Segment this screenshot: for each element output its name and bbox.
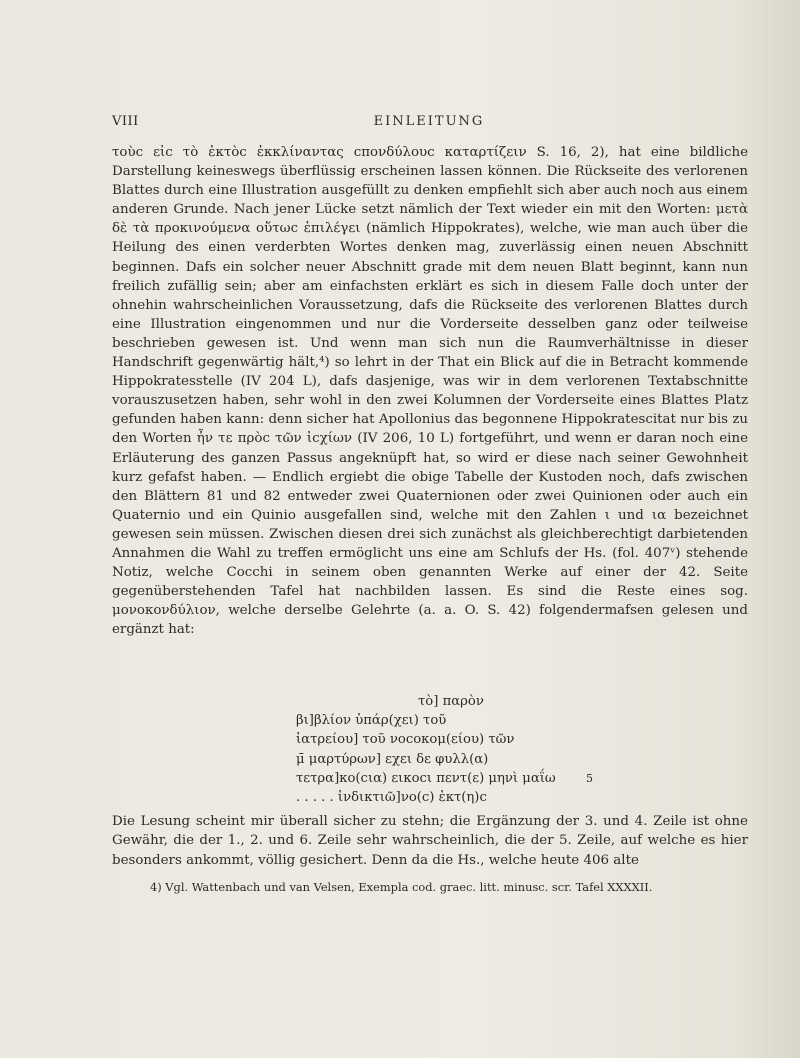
main-paragraph-block [112,143,748,639]
quote-line: τὸ] παρὸν [418,694,484,709]
quote-line: . . . . . ἰνδικτιῶ]νο(ϲ) ἑκτ(η)ϲ [296,789,487,805]
page-number: VIII [112,114,139,129]
quote-line: τετρα]κο(ϲια) εικοϲι πεντ(ε) μηνὶ μαΐω 5 [112,769,748,788]
quote-line: μ̄ μαρτύρων] εχει δε φυλλ(α) [296,751,489,767]
quote-line: βι]βλίον ὑπάρ(χει) τοῦ [296,713,447,729]
running-title: EINLEITUNG [373,114,485,129]
running-header [112,114,746,134]
quote-line: ἰατρείου] τοῦ νοϲοκομ(είου) τῶν [296,732,515,748]
continuation-paragraph-block [112,812,748,870]
line-number: 5 [586,771,593,785]
greek-inscription-quote [112,692,748,807]
continuation-paragraph: Die Lesung scheint mir überall sicher zu stehn; die Ergänzung der 3. und 4. Zeile ist ohne Gewähr, die der 1., 2. und 6. Zeile sehr wahrscheinlich, die der 5. Zeile, auf welche es hier besonders ankommt, völlig gesichert. Denn da die Hs., welche heute 406 alte [112,814,748,868]
footnote: 4) Vgl. Wattenbach und van Velsen, Exempla cod. graec. litt. minusc. scr. Tafel XXXXII. [150,880,653,894]
main-paragraph: τοὺϲ εἰϲ τὸ ἐκτὸϲ ἐκκλίναντας cπονδύλουϲ καταρτίζειν S. 16, 2), hat eine bildliche Darstellung keineswegs überflüssig erscheinen lassen können. Die Rückseite des verlorenen Blattes durch eine Illustration ausgefüllt zu denken empfiehlt sich aber auch noch aus einem anderen Grunde. Nach jener Lücke setzt nämlich der Text wieder ein mit den Worten: μετὰ δὲ τὰ προκινούμενα οὕτωϲ ἐπιλέγει (nämlich Hippokrates), welche, wie man auch über die Heilung des einen verderbten Wortes denken mag, zuverlässig einen neuen Abschnitt beginnen. Dafs ein solcher neuer Abschnitt grade mit dem neuen Blatt beginnt, kann nun freilich zufällig sein; aber am einfachsten erklärt es sich in diesem Falle doch unter der ohnehin wahrscheinlichen Voraussetzung, dafs die Rückseite des verlorenen Blattes durch eine Illustration eingenommen und nur die Vorderseite desselben ganz oder teilweise beschrieben gewesen ist. Und wenn man sich nun die Raumverhältnisse in dieser Handschrift gegenwärtig hält,⁴) so lehrt in der That ein Blick auf die in Betracht kommende Hippokratesstelle (IV 204 L), dafs dasjenige, was wir in dem verlorenen Textabschnitte vorauszusetzen haben, sehr wohl in den zwei Kolumnen der Vorderseite eines Blattes Platz gefunden haben kann: denn sicher hat Apollonius das begonnene Hippokratescitat nur bis zu den Worten ἦν τε πρὸϲ τῶν ἰϲχίων (IV 206, 10 L) fortgeführt, und wenn er daran noch eine Erläuterung des ganzen Passus angeknüpft hat, so wird er diese nach seiner Gewohnheit kurz gefafst haben. — Endlich ergiebt die obige Tabelle der Kustoden noch, dafs zwischen den Blättern 81 und 82 entweder zwei Quaternionen oder zwei Quinionen oder auch ein Quaternio und ein Quinio ausgefallen sind, welche mit den Zahlen ι und ια bezeichnet gewesen sein müssen. Zwischen diesen drei sich zunächst als gleichberechtigt darbietenden Annahmen die Wahl zu treffen ermöglicht uns eine am Schlufs der Hs. (fol. 407ᵛ) stehende Notiz, welche Cocchi in seinem oben genannten Werke auf einer der 42. Seite gegenüberstehenden Tafel hat nachbilden lassen. Es sind die Reste eines sog. μονοκονδύλιον, welche derselbe Gelehrte (a. a. O. S. 42) folgendermafsen gelesen und ergänzt hat: [112,145,748,638]
